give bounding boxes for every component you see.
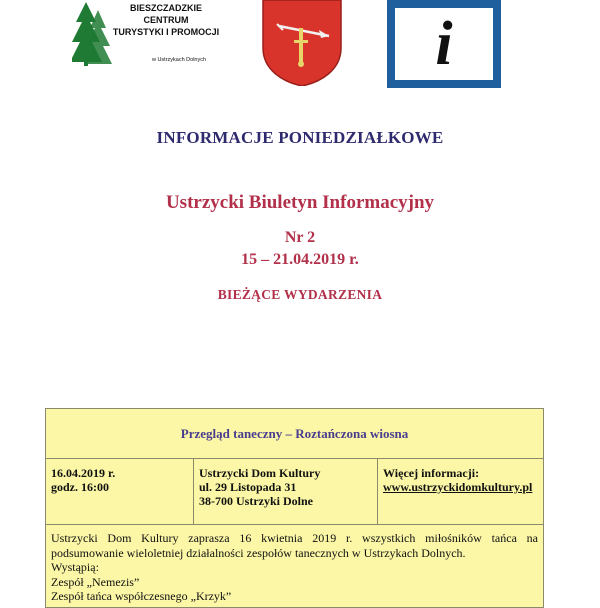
performer-item: Zespół tańca współczesnego „Krzyk”: [51, 589, 232, 603]
event-details-row: [46, 459, 543, 525]
event-date: 16.04.2019 r.: [51, 466, 116, 480]
event-title: Przegląd taneczny – Roztańczona wiosna: [46, 409, 543, 459]
more-info-label: Więcej informacji:: [383, 466, 480, 480]
performers-label: Wystąpią:: [51, 560, 99, 574]
venue-city: 38-700 Ustrzyki Dolne: [199, 494, 313, 508]
tourism-center-name: [106, 2, 226, 38]
event-venue: [194, 459, 378, 524]
section-heading: BIEŻĄCE WYDARZENIA: [217, 287, 383, 302]
logo-subtitle: w Ustrzykach Dolnych: [151, 57, 207, 63]
issue-number: Nr 2: [284, 229, 316, 246]
event-card: [45, 408, 544, 608]
logo-line-2: CENTRUM: [143, 15, 189, 25]
coat-of-arms-icon: [261, 0, 343, 86]
info-symbol: i: [395, 8, 493, 80]
event-more-info: [378, 459, 543, 524]
logo-line-3: TURYSTYKI I PROMOCJI: [112, 27, 220, 37]
description-text: Ustrzycki Dom Kultury zaprasza 16 kwietnia 2019 r. wszystkich miłośników tańca na podsumowanie wieloletniej działalności zespołów tanecznych w Ustrzykach Dolnych.: [51, 531, 538, 560]
logo-bar: [0, 0, 600, 100]
bulletin-title: Ustrzycki Biuletyn Informacyjny: [165, 192, 435, 213]
tourism-center-logo: [72, 0, 222, 68]
venue-street: ul. 29 Listopada 31: [199, 480, 297, 494]
venue-name: Ustrzycki Dom Kultury: [199, 466, 321, 480]
event-time: godz. 16:00: [51, 480, 109, 494]
more-info-link[interactable]: www.ustrzyckidomkultury.pl: [383, 480, 533, 494]
logo-line-1: BIESZCZADZKIE: [130, 3, 202, 13]
page-title: INFORMACJE PONIEDZIAŁKOWE: [156, 128, 444, 147]
event-datetime: [46, 459, 194, 524]
event-description: [46, 525, 543, 604]
info-sign-icon: [387, 0, 501, 88]
performer-item: Zespół „Nemezis”: [51, 574, 140, 589]
issue-dates: 15 – 21.04.2019 r.: [241, 251, 359, 268]
